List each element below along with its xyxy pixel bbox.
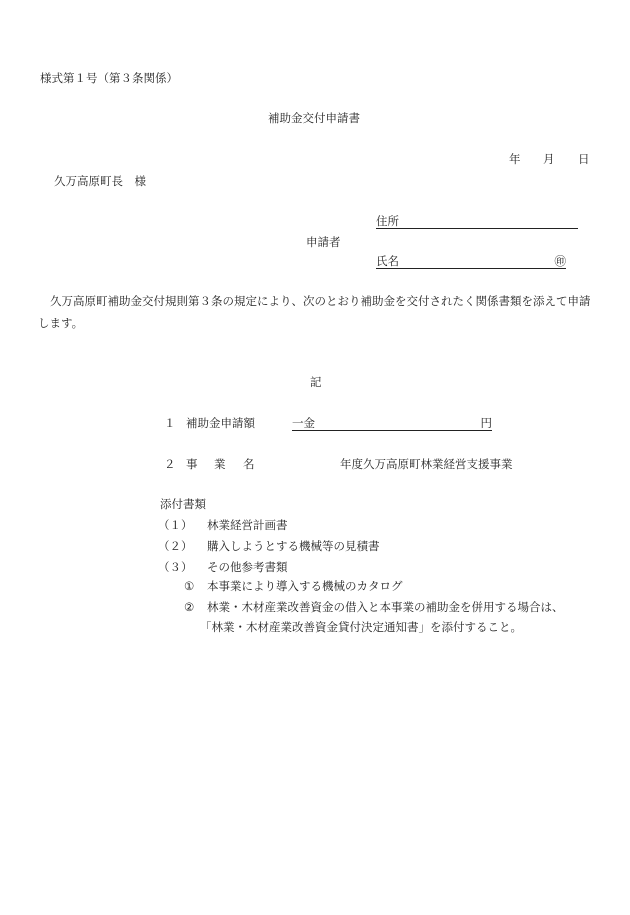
attachment-2-number: （２） [158, 539, 193, 553]
sub-item-1-text: 本事業により導入する機械のカタログ [207, 579, 403, 593]
item2-label-char-2: 業 [214, 457, 226, 471]
form-number: 様式第１号（第３条関係） [40, 71, 178, 85]
attachments-heading: 添付書類 [160, 497, 206, 511]
amount-unit: 円 [480, 416, 492, 430]
sub-item-2-number: ② [184, 600, 195, 614]
body-paragraph: 久万高原町補助金交付規則第３条の規定により、次のとおり補助金を交付されたく関係書類を添えて申請します。 [38, 294, 591, 330]
sub-item-2-text: 林業・木材産業改善資金の借入と本事業の補助金を併用する場合は、 [207, 600, 564, 614]
item2-value: 年度久万高原町林業経営支援事業 [340, 457, 513, 471]
seal-mark: ㊞ [554, 254, 566, 268]
name-field[interactable] [376, 254, 566, 269]
item1-label: 補助金申請額 [186, 416, 255, 430]
attachment-1-text: 林業経営計画書 [207, 518, 288, 532]
amount-field[interactable] [292, 416, 492, 431]
applicant-label: 申請者 [306, 235, 341, 249]
item2-number: ２ [164, 457, 176, 471]
date-month: 月 [543, 152, 555, 166]
address-label: 住所 [376, 214, 399, 228]
attachment-3-number: （３） [158, 560, 193, 574]
attachment-continuation: 「林業・木材産業改善資金貸付決定通知書」を添付すること。 [200, 620, 522, 634]
ki-heading: 記 [310, 375, 322, 389]
item2-label-char-1: 事 [186, 457, 198, 471]
item1-number: １ [164, 416, 176, 430]
document-title: 補助金交付申請書 [268, 111, 360, 125]
item2-label-char-3: 名 [243, 457, 255, 471]
addressee: 久万高原町長 様 [54, 174, 146, 188]
date-day: 日 [578, 152, 590, 166]
attachment-2-text: 購入しようとする機械等の見積書 [207, 539, 380, 553]
amount-prefix: 一金 [292, 416, 315, 430]
attachment-3-text: その他参考書類 [207, 560, 288, 574]
address-field[interactable] [376, 214, 578, 229]
date-year: 年 [509, 152, 521, 166]
attachment-1-number: （１） [158, 518, 193, 532]
sub-item-1-number: ① [184, 579, 195, 593]
name-label: 氏名 [376, 254, 399, 268]
